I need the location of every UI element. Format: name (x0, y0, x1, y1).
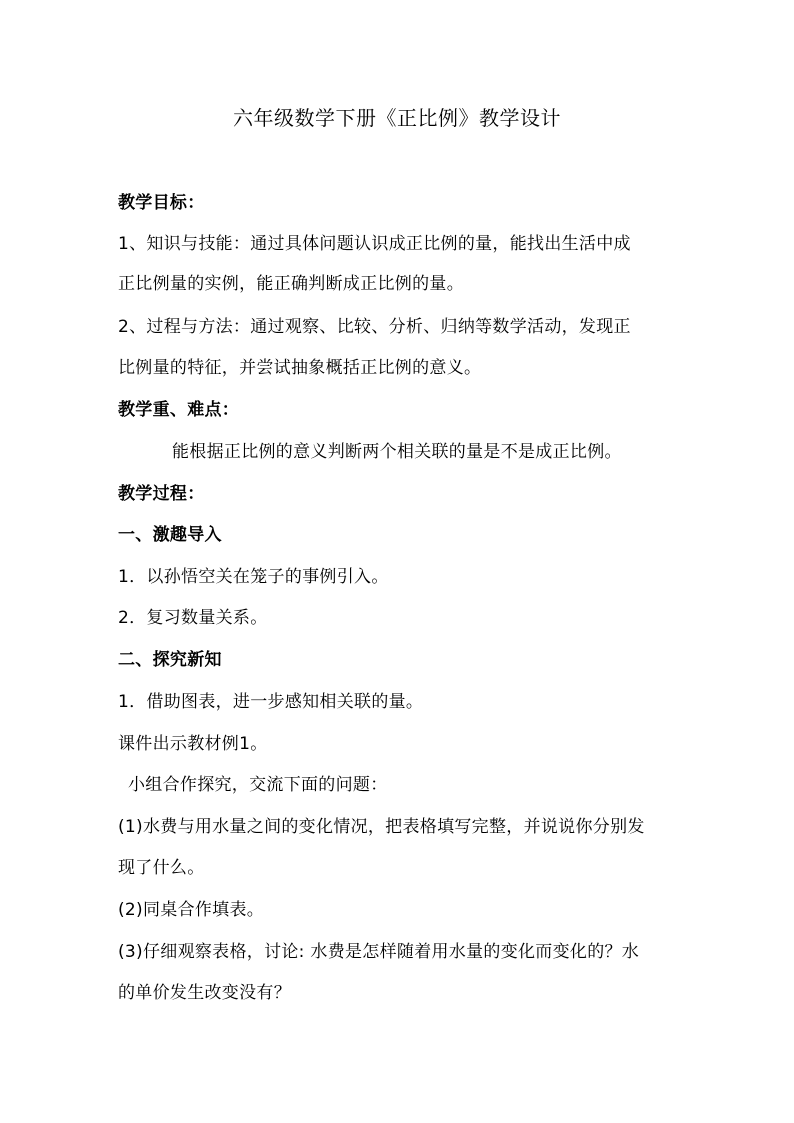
paragraph-line: 现了什么。 (118, 858, 205, 878)
paragraph-line: (3)仔细观察表格，讨论: 水费是怎样随着用水量的变化而变化的？水 (118, 942, 640, 962)
paragraph-line: (2)同桌合作填表。 (118, 900, 265, 920)
paragraph-line: 正比例量的实例，能正确判断成正比例的量。 (118, 274, 464, 294)
paragraph-line: 比例量的特征，并尝试抽象概括正比例的意义。 (118, 358, 482, 378)
paragraph-line: 能根据正比例的意义判断两个相关联的量是不是成正比例。 (172, 442, 622, 462)
heading-teaching-goals: 教学目标： (118, 193, 205, 213)
heading-key-points: 教学重、难点： (118, 400, 240, 420)
heading-section-one: 一、激趣导入 (118, 525, 222, 545)
paragraph-line: 课件出示教材例1。 (118, 734, 268, 754)
paragraph-line: 2．复习数量关系。 (118, 608, 268, 628)
heading-teaching-process: 教学过程： (118, 484, 205, 504)
document-title: 六年级数学下册《正比例》教学设计 (233, 106, 561, 130)
paragraph-line: 2、过程与方法：通过观察、比较、分析、归纳等数学活动，发现正 (118, 317, 631, 337)
heading-section-two: 二、探究新知 (118, 650, 222, 670)
paragraph-line: (1)水费与用水量之间的变化情况，把表格填写完整，并说说你分别发 (118, 817, 645, 837)
paragraph-line: 1、知识与技能：通过具体问题认识成正比例的量，能找出生活中成 (118, 234, 631, 254)
paragraph-line: 1．以孙悟空关在笼子的事例引入。 (118, 567, 389, 587)
paragraph-line: 1．借助图表，进一步感知相关联的量。 (118, 692, 424, 712)
paragraph-line: 的单价发生改变没有？ (118, 983, 291, 1003)
paragraph-line: 小组合作探究，交流下面的问题： (128, 775, 388, 795)
